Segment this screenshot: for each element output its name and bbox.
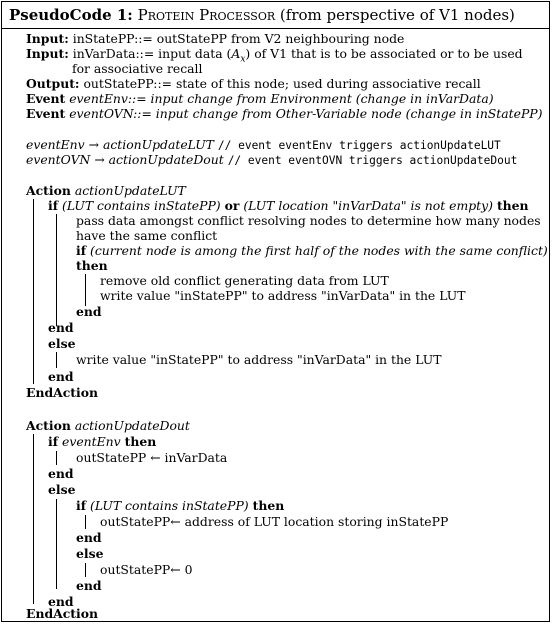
event-key: Event [26, 106, 66, 121]
if-keyword: if [48, 434, 59, 449]
if-line [76, 498, 284, 513]
action-keyword: Action [26, 183, 71, 198]
title-name: Protein Processor [137, 6, 276, 24]
statement: outStatePP ← inVarData [76, 450, 228, 465]
else-keyword: else [76, 546, 104, 561]
then-keyword: then [252, 498, 285, 513]
end-keyword: end [48, 594, 74, 609]
then-keyword: then [76, 258, 108, 273]
statement: outStatePP← 0 [100, 562, 193, 577]
trigger-arrow: → [88, 137, 99, 152]
statement: outStatePP← address of LUT location storing inStatePP [100, 514, 449, 529]
condition: (LUT contains inStatePP) [62, 198, 221, 213]
then-keyword: then [124, 434, 157, 449]
action-keyword: Action [26, 418, 71, 433]
end-keyword: end [76, 578, 102, 593]
input-text: inStatePP::= outStatePP from V2 neighbouring node [72, 31, 405, 46]
output-key: Output: [26, 76, 80, 91]
or-keyword: or [224, 198, 240, 213]
condition: eventEnv [62, 434, 121, 449]
math-subscript: x [240, 54, 246, 65]
input-key: Input: [26, 46, 69, 61]
input-line-2-cont: for associative recall [72, 61, 203, 76]
end-keyword: end [48, 369, 74, 384]
if-line [48, 434, 156, 449]
event-text: eventEnv::= input change from Environment (change in inVarData) [69, 91, 494, 106]
event-line-1 [26, 91, 494, 106]
statement: pass data amongst conflict resolving nodes to determine how many nodes [76, 213, 541, 228]
statement: remove old conflict generating data from LUT [100, 273, 389, 288]
else-keyword: else [48, 482, 76, 497]
end-keyword: end [48, 320, 74, 335]
math-symbol: A [231, 46, 241, 61]
if-line [48, 198, 529, 213]
condition: (current node is among the first half of the nodes with the same conflict) [90, 243, 548, 258]
block-bar [33, 199, 34, 384]
if-keyword: if [48, 198, 59, 213]
input-text: ) of V1 that is to be associated or to be used [245, 46, 523, 61]
end-keyword: end [76, 530, 102, 545]
else-keyword: else [48, 336, 76, 351]
block-bar [33, 434, 34, 604]
output-line [26, 76, 481, 91]
event-key: Event [26, 91, 66, 106]
then-keyword: then [496, 198, 529, 213]
condition: (LUT location "inVarData" is not empty) [243, 198, 493, 213]
block-bar [85, 515, 86, 529]
trigger-action: actionUpdateDout [108, 152, 224, 167]
block-bar [56, 451, 57, 465]
trigger-comment: // event eventOVN triggers actionUpdateDout [227, 154, 518, 167]
action-name: actionUpdateLUT [74, 183, 186, 198]
block-bar [85, 274, 86, 306]
action-header-2 [26, 418, 190, 433]
title-label: PseudoCode 1: [9, 6, 133, 24]
pseudocode-title [2, 2, 549, 29]
trigger-arrow: → [94, 152, 105, 167]
trigger-action: actionUpdateLUT [102, 137, 214, 152]
trigger-event: eventEnv [26, 137, 85, 152]
action-header-1 [26, 183, 186, 198]
endaction-keyword: EndAction [26, 385, 98, 400]
input-key: Input: [26, 31, 69, 46]
trigger-event: eventOVN [26, 152, 91, 167]
trigger-line-1 [26, 137, 501, 153]
if-line [76, 243, 548, 258]
input-line-1 [26, 31, 404, 46]
pseudocode-box [1, 1, 550, 622]
end-keyword: end [48, 466, 74, 481]
output-text: outStatePP::= state of this node; used during associative recall [83, 76, 481, 91]
block-bar [56, 352, 57, 368]
statement: write value "inStatePP" to address "inVarData" in the LUT [100, 288, 466, 303]
event-line-2 [26, 106, 542, 121]
block-bar [85, 563, 86, 577]
statement: write value "inStatePP" to address "inVarData" in the LUT [76, 352, 442, 367]
action-name: actionUpdateDout [74, 418, 190, 433]
if-keyword: if [76, 498, 87, 513]
input-text: inVarData::= input data ( [72, 46, 232, 61]
block-bar [56, 214, 57, 326]
trigger-line-2 [26, 152, 517, 168]
if-keyword: if [76, 243, 87, 258]
endaction-keyword: EndAction [26, 606, 98, 621]
condition: (LUT contains inStatePP) [90, 498, 249, 513]
end-keyword: end [76, 304, 102, 319]
block-bar [56, 499, 57, 589]
statement: have the same conflict [76, 228, 218, 243]
event-text: eventOVN::= input change from Other-Variable node (change in inStatePP) [69, 106, 543, 121]
title-suffix: (from perspective of V1 nodes) [279, 6, 515, 24]
trigger-comment: // event eventEnv triggers actionUpdateLUT [217, 139, 501, 152]
